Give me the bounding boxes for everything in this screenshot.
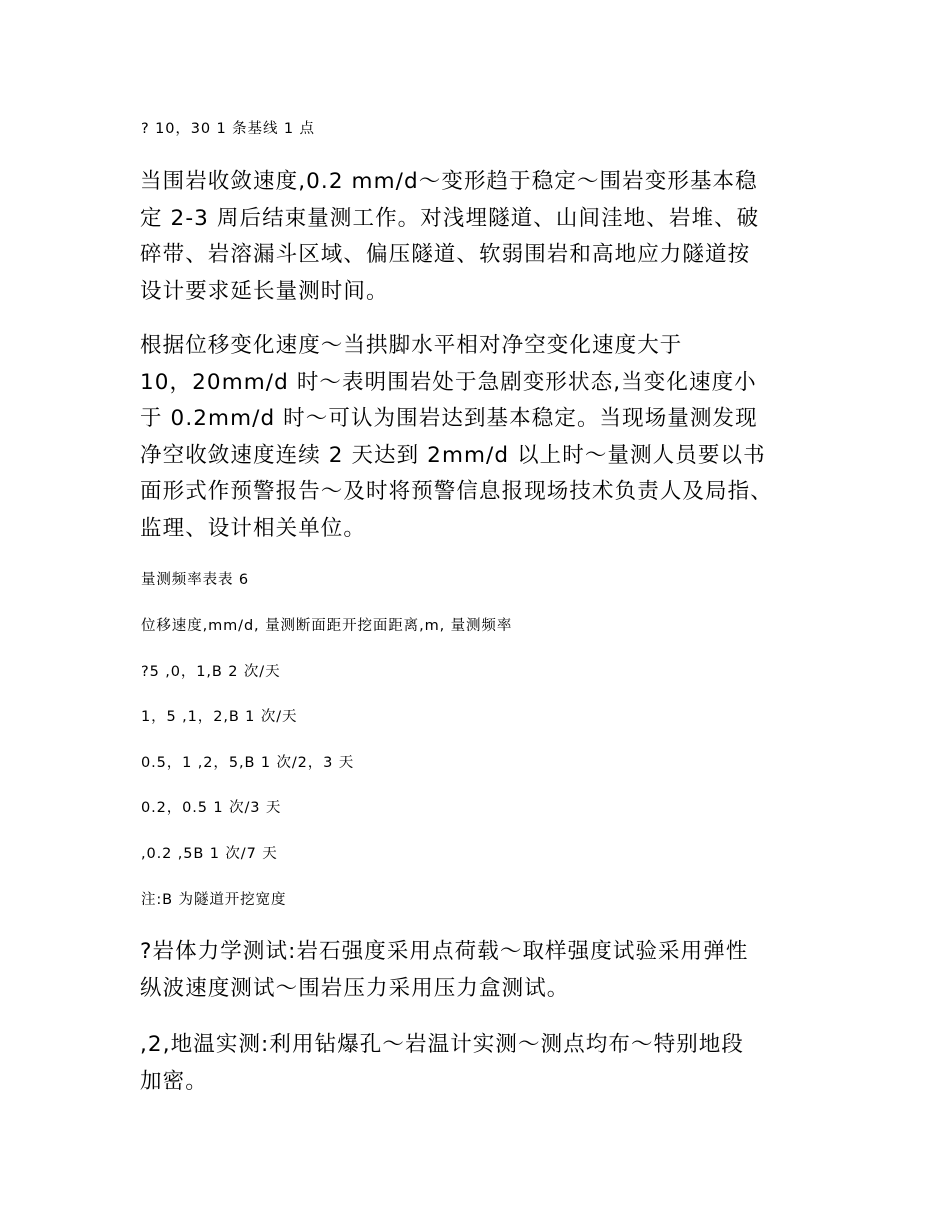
table-row: 0.2，0.5 1 次/3 天	[141, 800, 282, 816]
text-line: 纵波速度测试～围岩压力采用压力盒测试。	[140, 975, 570, 1001]
text-line: ?岩体力学测试:岩石强度采用点荷载～取样强度试验采用弹性	[140, 939, 749, 964]
text-line: 加密。	[140, 1068, 208, 1094]
table-row: 1，5 ,1，2,B 1 次/天	[141, 709, 298, 725]
text-line: 净空收敛速度连续 2 天达到 2mm/d 以上时～量测人员要以书	[140, 442, 766, 468]
text-line: 于 0.2mm/d 时～可认为围岩达到基本稳定。当现场量测发现	[140, 406, 758, 431]
table-header: 位移速度,mm/d, 量测断面距开挖面距离,m, 量测频率	[141, 618, 513, 634]
table-note: 注:B 为隧道开挖宽度	[141, 892, 287, 908]
paragraph-convergence-speed	[140, 164, 820, 310]
paragraph-displacement-speed	[140, 328, 820, 547]
text-line: ,2,地温实测:利用钻爆孔～岩温计实测～测点均布～特别地段	[140, 1032, 744, 1057]
table-row: ?5 ,0，1,B 2 次/天	[141, 664, 281, 680]
paragraph-ground-temperature	[140, 1027, 820, 1100]
table-row: 0.5，1 ,2，5,B 1 次/2，3 天	[141, 755, 355, 771]
text-line: 面形式作预警报告～及时将预警信息报现场技术负责人及局指、	[140, 479, 773, 504]
text-line: 定 2-3 周后结束量测工作。对浅埋隧道、山间洼地、岩堆、破	[140, 205, 760, 231]
text-line: 碎带、岩溶漏斗区域、偏压隧道、软弱围岩和高地应力隧道按	[140, 242, 751, 267]
table-row: ,0.2 ,5B 1 次/7 天	[141, 846, 278, 862]
text-line: 根据位移变化速度～当拱脚水平相对净空变化速度大于	[140, 333, 683, 358]
text-line: 设计要求延长量测时间。	[140, 278, 389, 304]
text-line: 10，20mm/d 时～表明围岩处于急剧变形状态,当变化速度小	[140, 369, 757, 395]
text-line: 当围岩收敛速度,0.2 mm/d～变形趋于稳定～围岩变形基本稳	[140, 169, 758, 194]
table-title: 量测频率表表 6	[141, 572, 250, 588]
paragraph-rock-mechanics-test	[140, 934, 820, 1007]
header-line: ? 10，30 1 条基线 1 点	[141, 121, 315, 137]
text-line: 监理、设计相关单位。	[140, 515, 367, 541]
